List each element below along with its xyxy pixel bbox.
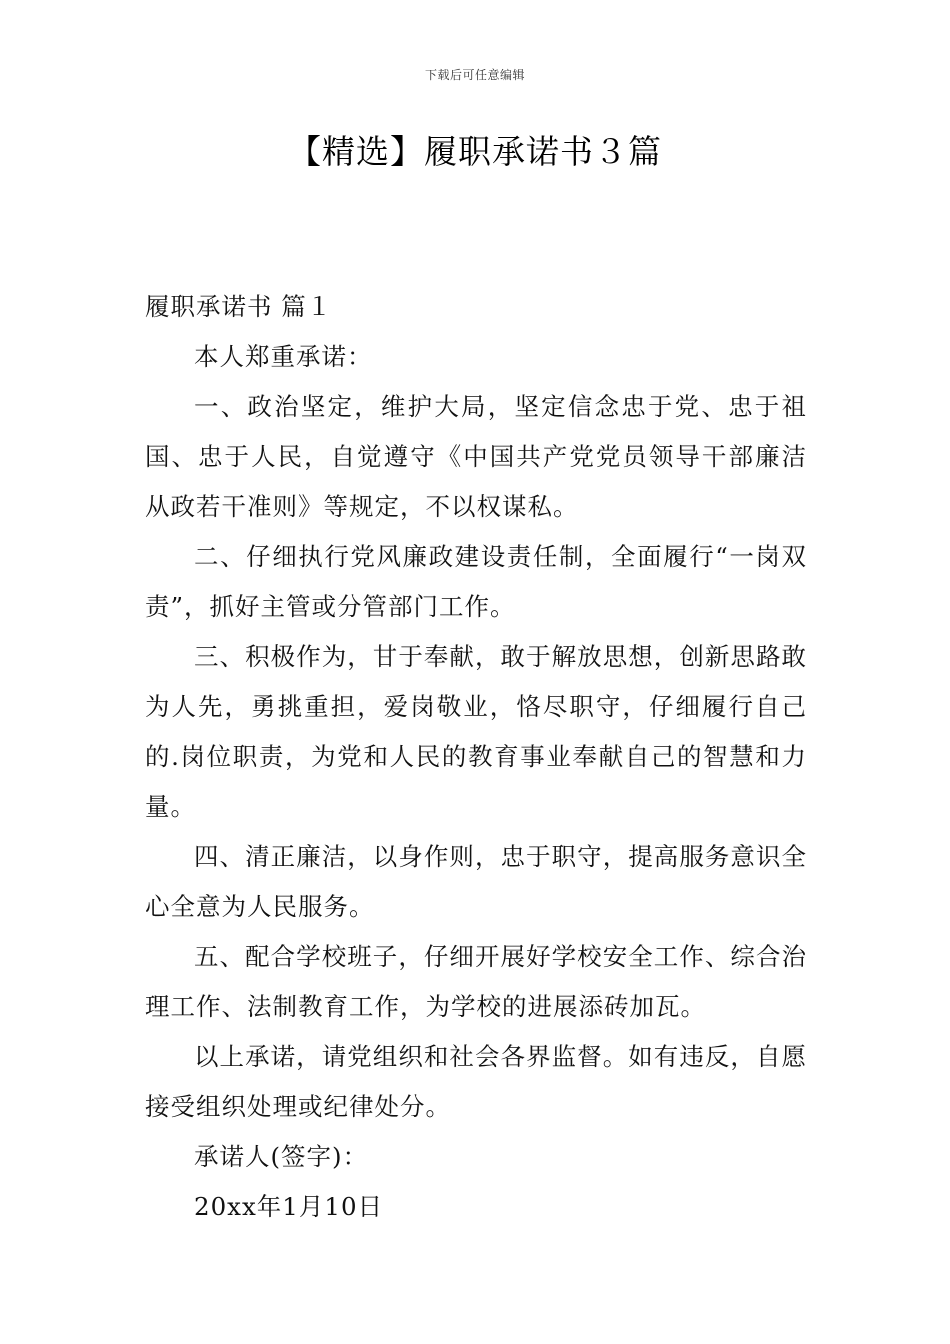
document-title: 【精选】履职承诺书３篇: [288, 132, 662, 171]
paragraph-pledge-4: 四、清正廉洁，以身作则，忠于职守，提高服务意识全心全意为人民服务。: [145, 842, 807, 921]
paragraph-pledge-1: 一、政治坚定，维护大局，坚定信念忠于党、忠于祖国、忠于人民，自觉遵守《中国共产党党员领导干部廉洁从政若干准则》等规定，不以权谋私。: [145, 392, 807, 521]
paragraph-pledge-3: 三、积极作为，甘于奉献，敢于解放思想，创新思路敢为人先，勇挑重担，爱岗敬业，恪尽职守，仔细履行自己的.岗位职责，为党和人民的教育事业奉献自己的智慧和力量。: [145, 642, 807, 821]
section-heading: 履职承诺书 篇１: [145, 292, 333, 321]
paragraph-closing: 以上承诺，请党组织和社会各界监督。如有违反，自愿接受组织处理或纪律处分。: [145, 1042, 807, 1121]
date-line: 20xx年1月10日: [194, 1192, 384, 1221]
paragraph-opening: 本人郑重承诺：: [194, 342, 373, 371]
paragraph-pledge-5: 五、配合学校班子，仔细开展好学校安全工作、综合治理工作、法制教育工作，为学校的进展添砖加瓦。: [145, 942, 807, 1021]
paragraph-pledge-2: 二、仔细执行党风廉政建设责任制，全面履行“一岗双责”，抓好主管或分管部门工作。: [145, 542, 807, 621]
header-note: 下载后可任意编辑: [424, 68, 525, 82]
document-body: [145, 282, 807, 1232]
signature-line: 承诺人(签字)：: [194, 1142, 369, 1171]
